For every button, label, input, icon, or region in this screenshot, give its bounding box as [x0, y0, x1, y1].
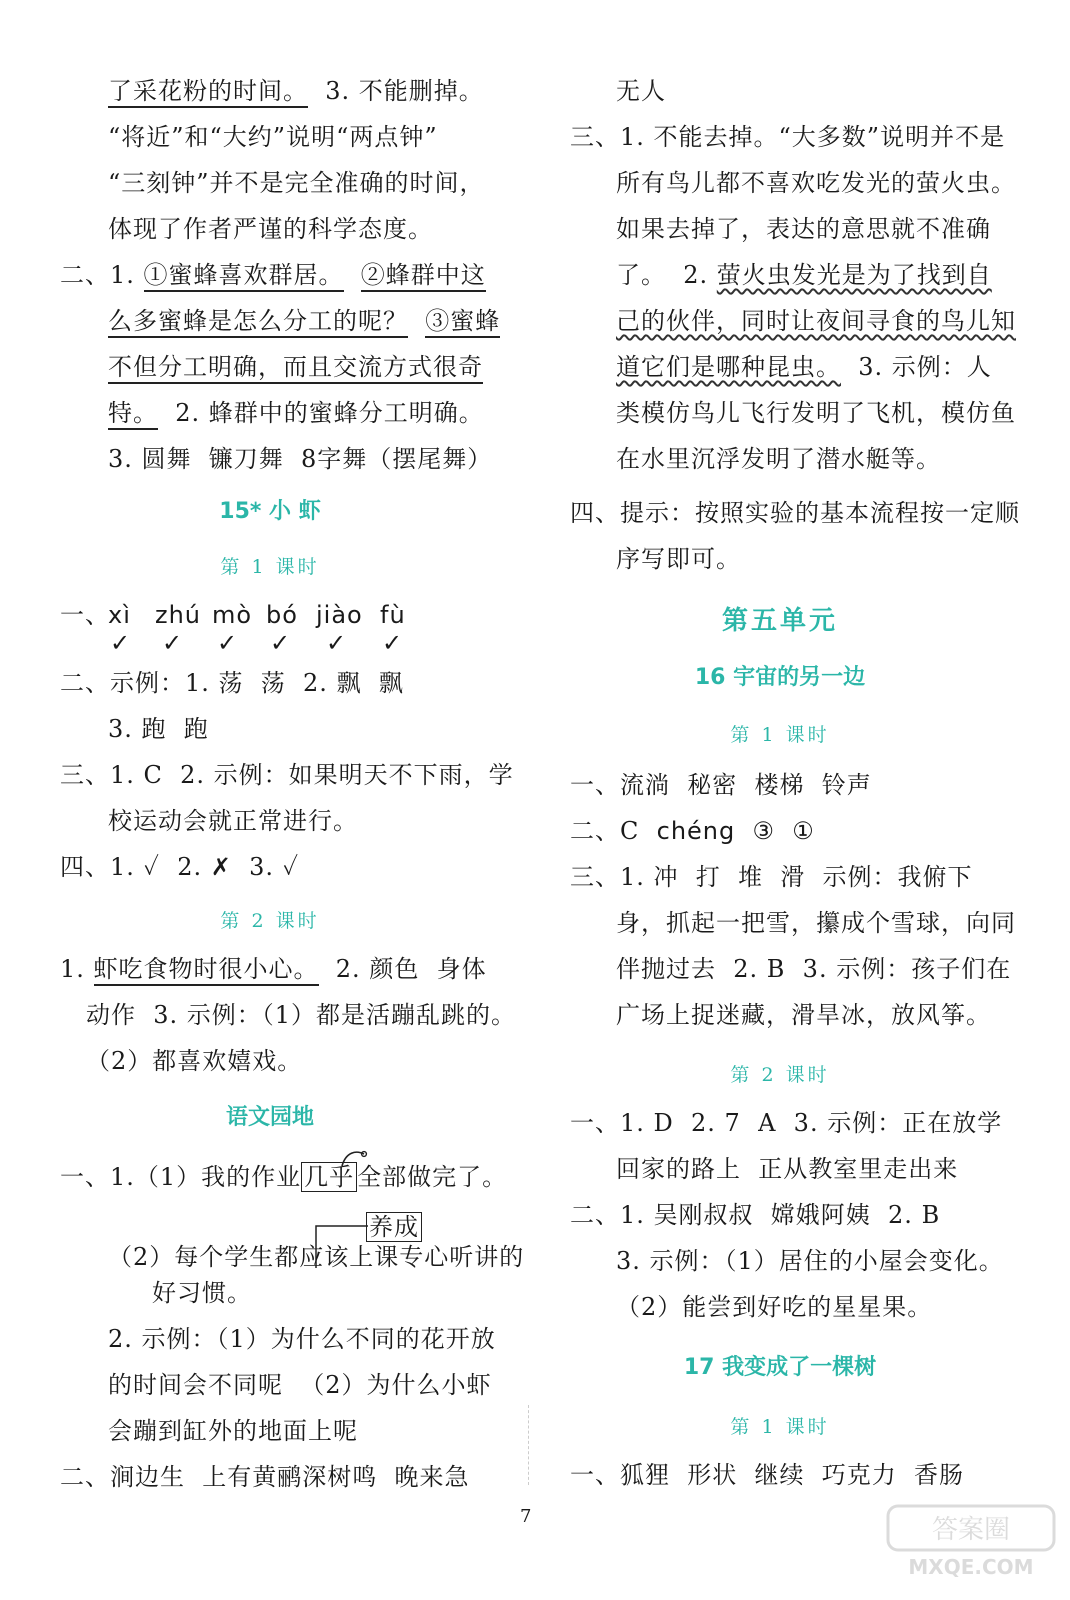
answer-text: 2. 颜色 身体	[318, 955, 487, 983]
answer-text: 全部做完了。	[357, 1163, 508, 1191]
answer-text: 二、1.	[60, 261, 144, 289]
line: 一、1. D 2. 7 A 3. 示例：正在放学	[570, 1109, 1003, 1137]
line: 二、涧边生 上有黄鹂深树鸣 晚来急	[60, 1463, 470, 1491]
section-subheading: 第 1 课时	[730, 1416, 830, 1438]
line: 动作 3. 示例：（1）都是活蹦乱跳的。	[86, 1001, 517, 1029]
answer-underlined: 了采花粉的时间。	[108, 77, 308, 108]
page-number: 7	[520, 1506, 532, 1527]
answer-text: （2）每个学生都应该	[108, 1243, 350, 1271]
line: 一、流淌 秘密 楼梯 铃声	[570, 771, 872, 799]
line: “将近”和“大约”说明“两点钟”	[108, 123, 438, 151]
unit-heading: 第五单元	[721, 606, 838, 636]
lesson-heading: 17 我变成了一棵树	[683, 1355, 877, 1380]
column-divider	[528, 1405, 529, 1485]
check-icon: ✓	[326, 629, 348, 657]
lesson-heading: 16 宇宙的另一边	[694, 665, 866, 690]
line: 三、1. 不能去掉。“大多数”说明并不是	[570, 123, 1006, 151]
answer-text: 上课专心听讲的	[349, 1243, 525, 1271]
line: 三、1. 冲 打 堆 滑 示例：我俯下	[570, 863, 973, 891]
line: 3. 圆舞 镰刀舞 8字舞（摆尾舞）	[108, 445, 493, 473]
line: 一、狐狸 形状 继续 巧克力 香肠	[570, 1461, 965, 1489]
section-subheading: 第 2 课时	[220, 910, 320, 932]
line	[108, 352, 483, 382]
line: （2）都喜欢嬉戏。	[86, 1047, 303, 1075]
pinyin: xì	[108, 601, 131, 629]
line: 2. 示例：（1）为什么不同的花开放	[108, 1325, 496, 1353]
line	[366, 1212, 422, 1242]
line	[616, 260, 992, 290]
line	[108, 398, 484, 428]
line: 3. 跑 跑	[108, 715, 209, 743]
line: 四、1. ✓ 2. ✗ 3. ✓	[60, 853, 300, 881]
line	[108, 1242, 524, 1272]
check-icon: ✓	[110, 629, 132, 657]
answer-text: 3. 不能删掉。	[308, 77, 484, 105]
line	[108, 76, 484, 106]
svg-text:答案圈: 答案圈	[931, 1515, 1011, 1545]
answer-underlined: 特。	[108, 399, 158, 430]
line: “三刻钟”并不是完全准确的时间，	[108, 169, 485, 197]
check-icon: ✓	[162, 629, 184, 657]
answer-underlined: ③蜜蜂	[425, 307, 500, 338]
line: 体现了作者严谨的科学态度。	[108, 215, 433, 243]
line: 四、提示：按照实验的基本流程按一定顺	[570, 499, 1020, 527]
line	[60, 1162, 507, 1192]
line: 二、1. 吴刚叔叔 嫦娥阿姨 2. B	[570, 1201, 941, 1229]
line: 的时间会不同呢 （2）为什么小虾	[108, 1371, 492, 1399]
answer-underlined: 么多蜜蜂是怎么分工的呢？	[108, 307, 408, 338]
section-subheading: 第 1 课时	[730, 724, 830, 746]
line	[570, 816, 815, 846]
line: 如果去掉了，表达的意思就不准确	[616, 215, 991, 243]
boxed-word: 几乎	[301, 1162, 357, 1192]
answer-text: ③ ①	[735, 817, 815, 845]
check-icon: ✓	[382, 629, 404, 657]
answer-text: 3. 示例：人	[841, 353, 992, 381]
answer-wavy: 己的伙伴，同时让夜间寻食的鸟儿知	[616, 307, 1016, 335]
pinyin: fù	[380, 601, 406, 629]
insert-mark-icon	[338, 1146, 368, 1168]
line: 类模仿鸟儿飞行发明了飞机，模仿鱼	[616, 399, 1016, 427]
answer-wavy: 萤火虫发光是为了找到自	[716, 261, 992, 289]
answer-wavy: 道它们是哪种昆虫。	[616, 353, 841, 381]
line: 身，抓起一把雪，攥成个雪球，向同	[616, 909, 1016, 937]
spacer	[408, 307, 425, 335]
answer-text: 2. 蜂群中的蜜蜂分工明确。	[158, 399, 484, 427]
section-subheading: 第 2 课时	[730, 1064, 830, 1086]
line	[60, 260, 486, 290]
line: 二、示例：1. 荡 荡 2. 飘 飘	[60, 669, 404, 697]
section-heading: 语文园地	[225, 1105, 314, 1130]
pinyin: jiào	[316, 601, 363, 629]
line	[60, 954, 487, 984]
spacer	[344, 261, 361, 289]
line: 广场上捉迷藏，滑旱冰，放风筝。	[616, 1001, 991, 1029]
line: 会蹦到缸外的地面上呢	[108, 1417, 358, 1445]
line: 所有鸟儿都不喜欢吃发光的萤火虫。	[616, 169, 1016, 197]
check-icon: ✓	[217, 629, 239, 657]
line	[616, 352, 992, 382]
section-subheading: 第 1 课时	[220, 556, 320, 578]
line	[616, 306, 1016, 336]
pinyin: chéng	[656, 817, 736, 845]
answer-text: 了。 2.	[616, 261, 717, 289]
line: 三、1. C 2. 示例：如果明天不下雨，学	[60, 761, 514, 789]
pinyin: zhú	[155, 601, 202, 629]
boxed-word: 养成	[366, 1212, 422, 1242]
lesson-heading: 15* 小 虾	[219, 499, 321, 524]
watermark-logo	[886, 1500, 1056, 1580]
line: 好习惯。	[152, 1279, 252, 1307]
line: 一、	[60, 601, 110, 629]
check-icon: ✓	[270, 629, 292, 657]
pinyin: bó	[266, 601, 298, 629]
svg-text:MXQE.COM: MXQE.COM	[908, 1555, 1034, 1579]
line: 3. 示例：（1）居住的小屋会变化。	[616, 1247, 1004, 1275]
answer-text: 一、1.（1）我的作业	[60, 1163, 302, 1191]
line: 在水里沉浮发明了潜水艇等。	[616, 445, 941, 473]
answer-underlined: 虾吃食物时很小心。	[94, 955, 319, 986]
answer-text: 1.	[60, 955, 94, 983]
line: 伴抛过去 2. B 3. 示例：孩子们在	[616, 955, 1012, 983]
line: 校运动会就正常进行。	[108, 807, 358, 835]
pinyin: mò	[212, 601, 253, 629]
line: 回家的路上 正从教室里走出来	[616, 1155, 959, 1183]
line: 序写即可。	[616, 545, 741, 573]
line: 无人	[616, 77, 666, 105]
answer-underlined: ①蜜蜂喜欢群居。	[144, 261, 344, 292]
line	[108, 306, 500, 336]
line: （2）能尝到好吃的星星果。	[616, 1293, 933, 1321]
answer-underlined: ②蜂群中这	[361, 261, 486, 292]
answer-underlined: 不但分工明确，而且交流方式很奇	[108, 353, 483, 384]
answer-text: 二、C	[570, 817, 657, 845]
